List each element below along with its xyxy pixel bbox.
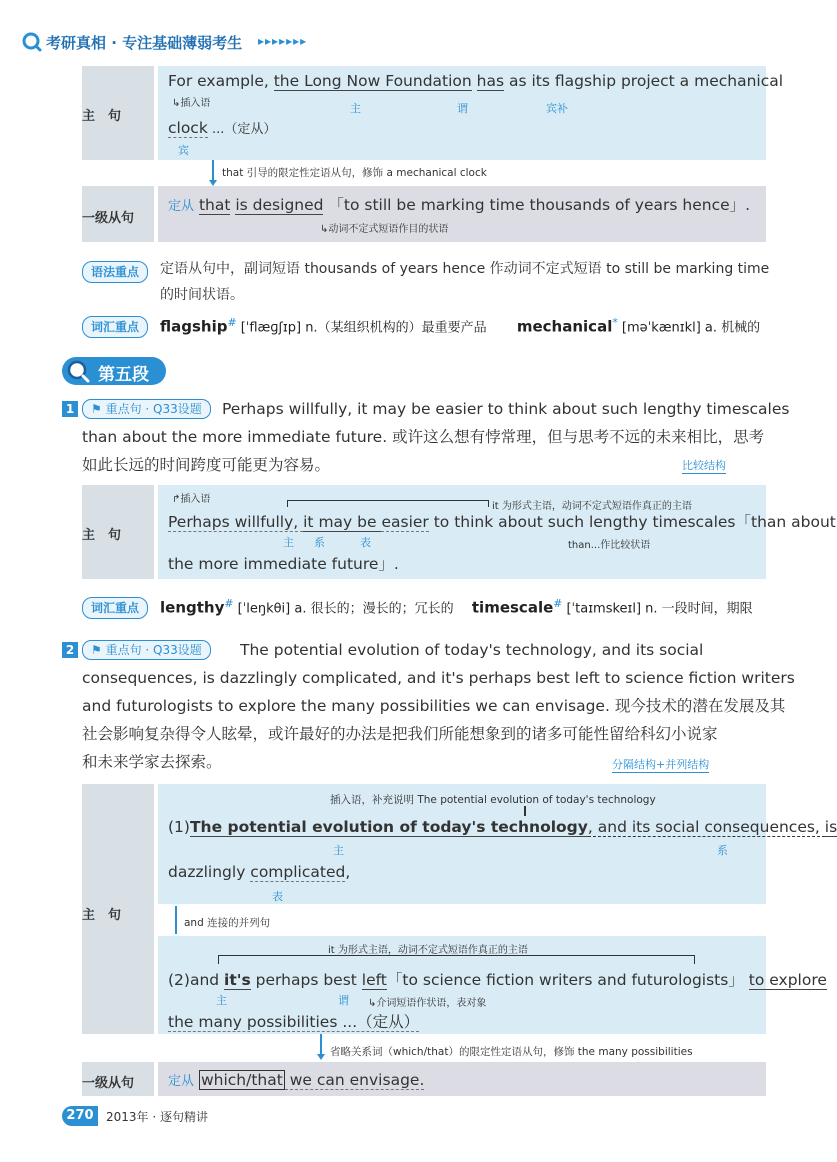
b2-tag-s: 主 [283, 536, 294, 549]
s2-main-label: 主 句 [82, 908, 122, 923]
b3-omit-note: 省略关系词（which/that）的限定性定语从句，修饰 the many possibilities [330, 1046, 693, 1058]
header-title: 考研真相 · 专注基础薄弱考生 [46, 34, 243, 52]
grammar-line1: 定语从句中，副词短语 thousands of years hence 作动词不定式短语 to still be marking time [160, 261, 770, 277]
b1-object: clock [168, 119, 208, 137]
vocab1-word2: mechanical [516, 317, 613, 336]
flag-icon: ⚑ [91, 402, 102, 416]
b3-verb: is [824, 818, 837, 836]
magnifier-section-icon [66, 359, 90, 383]
b2-adj: easier [381, 513, 429, 531]
b1-tag-subject: 主 [350, 102, 361, 115]
b3-tag-s: 主 [333, 844, 344, 857]
b1-sub-that: that [198, 196, 231, 214]
s1-line3: 如此长远的时间跨度可能更为容易。 [82, 456, 331, 474]
b3-tag-v: 系 [717, 844, 728, 857]
b3-and-line [175, 906, 177, 934]
b1-tag-complement: 宾补 [546, 102, 568, 115]
grammar-pill: 语法重点 [82, 261, 148, 283]
b2-tag-v: 系 [314, 536, 325, 549]
key-sentence-badge-2: ⚑ 重点句 · Q33设题 [82, 640, 211, 660]
b2-compare-note: than...作比较状语 [568, 540, 651, 551]
grammar-line2: 的时间状语。 [160, 287, 244, 303]
magnifier-logo-icon [22, 32, 42, 52]
b1-tag-object: 宾 [178, 144, 189, 157]
b3-left: left [361, 971, 387, 989]
s1-struct-tag: 比较结构 [682, 459, 726, 472]
b2-tag-p: 表 [360, 536, 371, 549]
section-title: 第五段 [98, 365, 149, 385]
b3-line3: (2)and it's perhaps best left「to science fiction writers and futurologists」 to explore [168, 971, 827, 989]
s2-line4: 社会影响复杂得令人眩晕，或许最好的办法是把我们所能想象到的诸多可能性留给科幻小说家 [82, 725, 718, 743]
b3-tag-s2: 主 [216, 994, 227, 1007]
vocab1-word1: flagship [160, 317, 228, 336]
flag-icon: ⚑ [91, 643, 102, 657]
vocab2-word1: lengthy [160, 598, 225, 617]
header-arrows: ▸▸▸▸▸▸▸ [258, 34, 308, 48]
s2-line2: consequences, is dazzlingly complicated, and it's perhaps best left to science fiction writers [82, 669, 795, 687]
s2-struct-tag: 分隔结构+并列结构 [612, 758, 710, 771]
b1-sub-line: 定从 that is designed 「to still be marking time thousands of years hence」. [168, 196, 751, 214]
b3-rel-boxed: which/that [200, 1071, 283, 1089]
b3-inf: to explore [748, 971, 827, 989]
b2-insert-tag: 插入语 [180, 494, 211, 505]
s2-line3: and futurologists to explore the many possibilities we can envisage. 现今技术的潜在发展及其 [82, 697, 786, 715]
b2-line1: Perhaps willfully, it may be easier to think about such lengthy timescales「than about [168, 513, 836, 531]
b3-insert-note: 插入语，补充说明 The potential evolution of today's technology [330, 794, 656, 806]
b3-tag-v2: 谓 [338, 994, 349, 1007]
vocab2-word2: timescale [471, 598, 554, 617]
vocab-pill-2: 词汇重点 [82, 597, 148, 619]
b3-line4: the many possibilities ...（定从） [168, 1013, 420, 1031]
vocab1-row: flagship# [ˈflæɡʃɪp] n.（某组织机构的）最重要产品 mechanical* [məˈkænɪkl] a. 机械的 [160, 316, 761, 336]
sub-clause-label: 一级从句 [82, 211, 135, 226]
b3-pp-tag: 介词短语作状语，表对象 [376, 998, 487, 1009]
b1-sub-verb: is designed [235, 196, 324, 214]
sentence-number-2: 2 [62, 642, 78, 658]
b1-line1: For example, the Long Now Foundation has as its flagship project a mechanical [168, 72, 784, 90]
sentence-number-1: 1 [62, 401, 78, 417]
b1-tag-verb: 谓 [457, 102, 468, 115]
vocab-pill-1: 词汇重点 [82, 316, 148, 338]
s2-line5: 和未来学家去探索。 [82, 753, 222, 771]
b3-subject: The potential evolution of today's technology [189, 818, 588, 836]
key-sentence-badge-1: ⚑ 重点句 · Q33设题 [82, 399, 211, 419]
b3-it: it's [224, 971, 251, 989]
b1-verb: has [476, 72, 505, 90]
b3-and-note: and 连接的并列句 [184, 917, 271, 929]
page-header [22, 30, 782, 56]
section-title-pill [62, 357, 166, 385]
footer-text: 2013年 · 逐句精讲 [106, 1110, 208, 1124]
b3-omit-line [320, 1034, 322, 1056]
b1-subject: the Long Now Foundation [273, 72, 472, 90]
b1-connector-note: that 引导的限定性定语从句，修饰 a mechanical clock [222, 167, 487, 179]
b2-line2: the more immediate future」. [168, 555, 399, 573]
s1-main-label: 主 句 [82, 528, 122, 543]
page-number: 270 [62, 1106, 98, 1126]
b1-sub-tag: 动词不定式短语作目的状语 [328, 224, 449, 235]
b3-line2: dazzlingly complicated, [168, 863, 351, 881]
b3-formal-note: it 为形式主语，动词不定式短语作真正的主语 [328, 945, 528, 956]
s1-line2: than about the more immediate future. 或许这么想有悖常理，但与思考不远的未来相比，思考 [82, 428, 765, 446]
b1-line2: clock ...（定从） [168, 119, 277, 137]
s2-sub-label: 一级从句 [82, 1076, 135, 1091]
b3-sub-line: 定从 which/that we can envisage. [168, 1071, 425, 1089]
b2-it: it [303, 513, 314, 531]
b3-tag-p: 表 [272, 890, 283, 903]
b2-bracket [287, 500, 489, 507]
b3-line1: (1)The potential evolution of today's technology, and its social consequences, is [168, 818, 837, 836]
b1-insert-tag: 插入语 [180, 98, 211, 109]
b1-connector-line [212, 160, 214, 182]
s2-line1: The potential evolution of today's technology, and its social [240, 641, 704, 659]
main-clause-label: 主 句 [82, 109, 122, 124]
b3-pred: complicated [250, 863, 346, 881]
vocab2-row: lengthy# [ˈleŋkθi] a. 很长的；漫长的；冗长的 timescale# [ˈtaɪmskeɪl] n. 一段时间，期限 [160, 597, 753, 617]
b2-formal-note: it 为形式主语，动词不定式短语作真正的主语 [492, 501, 692, 512]
s1-line1: Perhaps willfully, it may be easier to think about such lengthy timescales [222, 400, 790, 418]
